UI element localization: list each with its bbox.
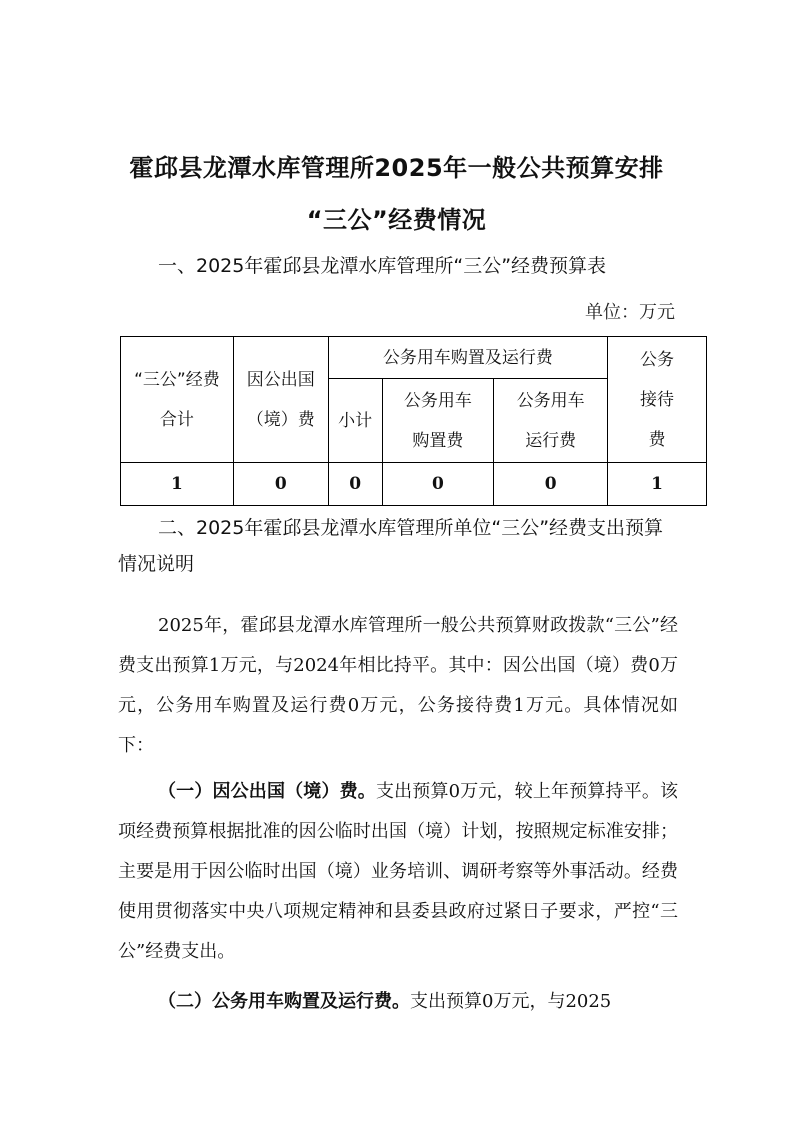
paragraph-abroad-body: 支出预算0万元，较上年预算持平。该项经费预算根据批准的因公临时出国（境）计划，按照规定标准安排；主要是用于因公临时出国（境）业务培训、调研考察等外事活动。经费使用贯彻落实中央八项规定精神和县委县政府过紧日子要求，严控“三公”经费支出。 (118, 781, 679, 962)
paragraph-vehicle-lead: （二）公务用车购置及运行费。 (158, 991, 410, 1012)
value-abroad: 0 (233, 463, 328, 506)
header-vehicle-operation: 公务用车运行费 (494, 379, 608, 463)
budget-table (120, 336, 707, 506)
document-title-line2: “三公”经费情况 (306, 206, 487, 234)
section1-heading: 一、2025年霍邱县龙潭水库管理所“三公”经费预算表 (158, 255, 607, 277)
header-reception: 公务接待费 (608, 337, 707, 463)
paragraph-vehicle-body: 支出预算0万元，与2025 (410, 991, 612, 1012)
document-title-line1: 霍邱县龙潭水库管理所2025年一般公共预算安排 (129, 154, 664, 182)
header-abroad: 因公出国（境）费 (233, 337, 328, 463)
header-subtotal: 小计 (328, 379, 382, 463)
header-vehicle-group: 公务用车购置及运行费 (328, 337, 607, 379)
unit-label: 单位：万元 (585, 302, 675, 323)
value-vehicle-operation: 0 (494, 463, 608, 506)
paragraph-vehicle (118, 982, 678, 1022)
value-vehicle-purchase: 0 (382, 463, 494, 506)
header-vehicle-purchase: 公务用车购置费 (382, 379, 494, 463)
value-total: 1 (121, 463, 234, 506)
value-subtotal: 0 (328, 463, 382, 506)
header-total: “三公”经费合计 (121, 337, 234, 463)
paragraph-abroad-lead: （一）因公出国（境）费。 (158, 781, 376, 802)
value-reception: 1 (608, 463, 707, 506)
paragraph-summary: 2025年，霍邱县龙潭水库管理所一般公共预算财政拨款“三公”经费支出预算1万元，与2024年相比持平。其中：因公出国（境）费0万元，公务用车购置及运行费0万元，公务接待费1万元。具体情况如下： (118, 615, 678, 756)
section2-heading: 二、2025年霍邱县龙潭水库管理所单位“三公”经费支出预算情况说明 (118, 517, 664, 575)
paragraph-abroad (118, 772, 678, 972)
